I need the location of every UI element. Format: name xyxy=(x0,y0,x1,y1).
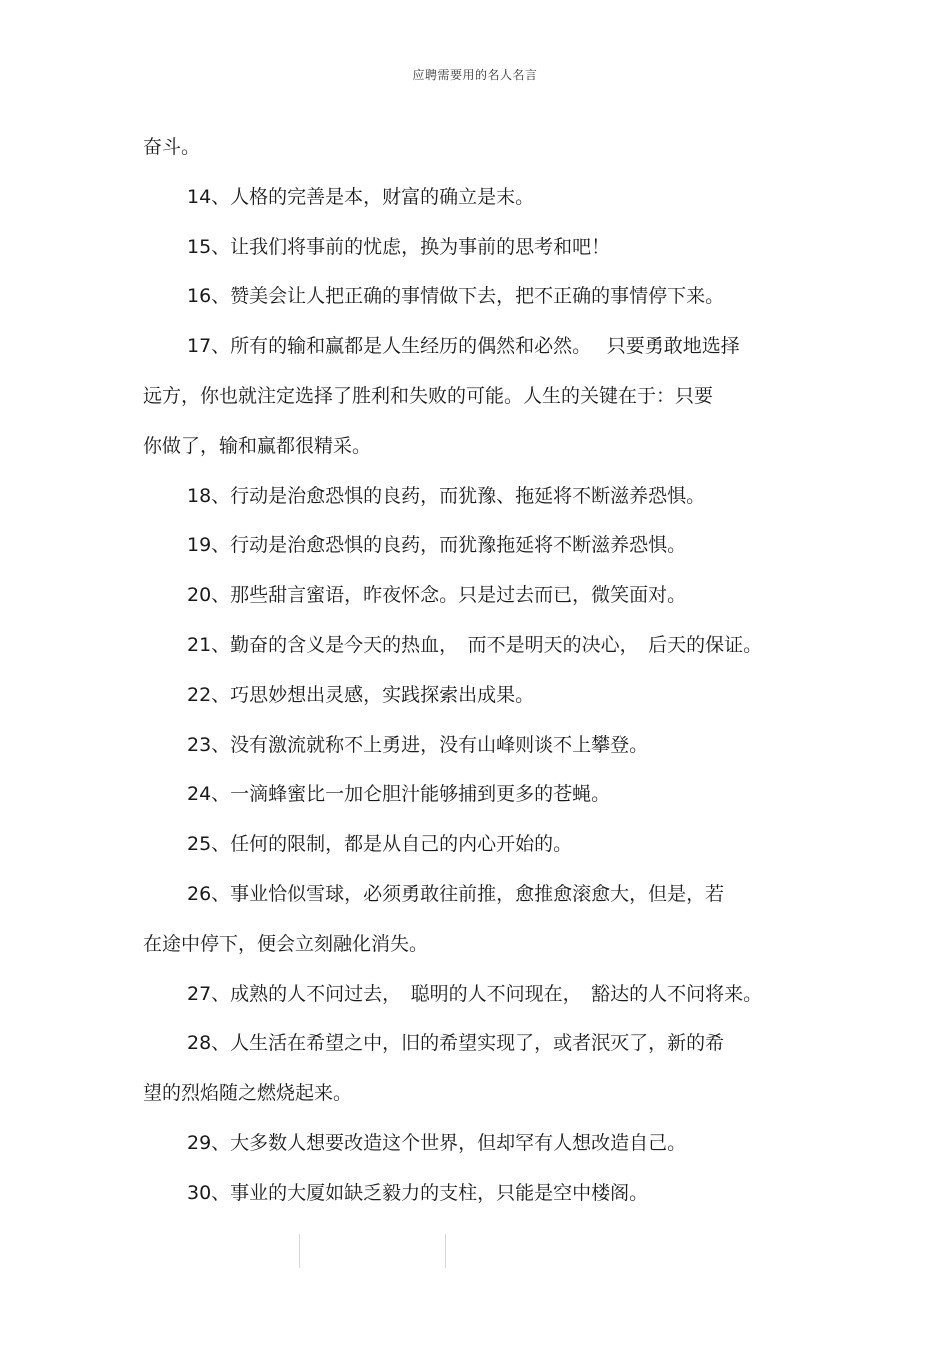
quote-line: 15、让我们将事前的忧虑，换为事前的思考和吧！ xyxy=(187,235,611,258)
quote-line: 20、那些甜言蜜语，昨夜怀念。只是过去而已，微笑面对。 xyxy=(187,584,687,607)
quote-line: 22、巧思妙想出灵感，实践探索出成果。 xyxy=(187,683,535,706)
quote-line: 远方，你也就注定选择了胜利和失败的可能。人生的关键在于：只要 xyxy=(143,384,714,407)
quote-line: 30、事业的大厦如缺乏毅力的支柱，只能是空中楼阁。 xyxy=(187,1181,649,1204)
footer-divider-left xyxy=(299,1234,300,1268)
quote-line: 29、大多数人想要改造这个世界，但却罕有人想改造自己。 xyxy=(187,1131,687,1154)
quote-line: 你做了，输和赢都很精采。 xyxy=(143,434,372,457)
quote-line: 17、所有的输和赢都是人生经历的偶然和必然。 只要勇敢地选择 xyxy=(187,335,740,358)
quote-line: 望的烈焰随之燃烧起来。 xyxy=(143,1082,353,1105)
footer-divider-right xyxy=(445,1234,446,1268)
quote-line: 14、人格的完善是本，财富的确立是末。 xyxy=(187,185,535,208)
quote-line: 28、人生活在希望之中，旧的希望实现了，或者泯灭了，新的希 xyxy=(187,1032,725,1055)
quote-line: 18、行动是治愈恐惧的良药，而犹豫、拖延将不断滋养恐惧。 xyxy=(187,484,706,507)
quote-line: 21、勤奋的含义是今天的热血， 而不是明天的决心， 后天的保证。 xyxy=(187,633,763,656)
quote-list xyxy=(143,123,813,1219)
quote-line: 19、行动是治愈恐惧的良药，而犹豫拖延将不断滋养恐惧。 xyxy=(187,534,687,557)
page-header: 应聘需要用的名人名言 xyxy=(412,68,538,82)
quote-line: 25、任何的限制，都是从自己的内心开始的。 xyxy=(187,833,573,856)
quote-line: 奋斗。 xyxy=(143,136,201,158)
quote-line: 23、没有激流就称不上勇进，没有山峰则谈不上攀登。 xyxy=(187,733,649,756)
quote-line: 26、事业恰似雪球，必须勇敢往前推，愈推愈滚愈大，但是，若 xyxy=(187,882,725,905)
quote-line: 在途中停下，便会立刻融化消失。 xyxy=(143,932,429,955)
quote-line: 16、赞美会让人把正确的事情做下去，把不正确的事情停下来。 xyxy=(187,285,725,308)
quote-line: 27、成熟的人不问过去， 聪明的人不问现在， 豁达的人不问将来。 xyxy=(187,982,763,1005)
quote-line: 24、一滴蜂蜜比一加仑胆汁能够捕到更多的苍蝇。 xyxy=(187,783,611,806)
